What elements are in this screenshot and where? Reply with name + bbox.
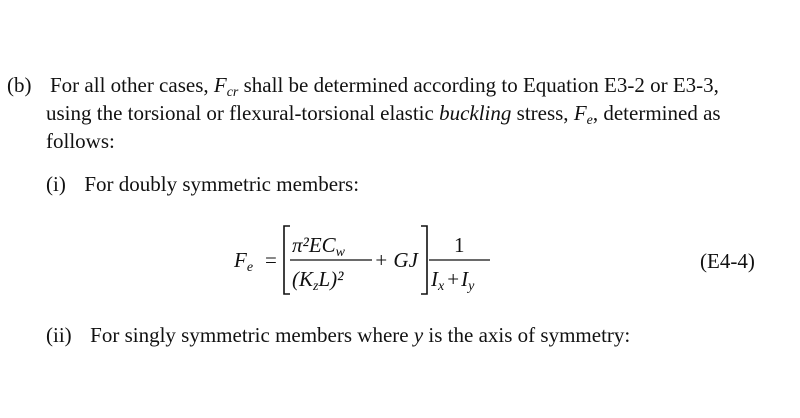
eq-plus-gj: + GJ <box>374 248 418 272</box>
symbol-y: y <box>413 323 424 347</box>
item-b-line3-text: follows: <box>46 129 115 153</box>
item-b-line-3 <box>46 128 115 154</box>
item-i-line <box>46 171 359 197</box>
item-b-line-1 <box>7 72 719 98</box>
item-b-line2-text-2: stress, <box>511 101 574 125</box>
eq-right-bracket <box>421 226 427 294</box>
item-ii-line <box>46 322 630 348</box>
item-i-text: For doubly symmetric members: <box>84 172 360 196</box>
eq-fraction-2-denominator: Ix +Iy <box>431 267 475 294</box>
buckling-emphasis: buckling <box>439 101 512 125</box>
symbol-f-e: $F_e$ <box>573 101 593 128</box>
item-b-line-2 <box>46 100 721 126</box>
symbol-f-cr: $F_{cr}$ <box>213 73 239 100</box>
item-b-line2-text-1: using the torsional or flexural-torsional elastic <box>46 101 440 125</box>
eq-fraction-2-numerator: 1 <box>454 233 465 257</box>
item-i-marker: (i) <box>46 172 66 196</box>
item-ii-text-2: is the axis of symmetry: <box>423 323 631 347</box>
item-b-line1-text-2: shall be determined according to Equation E3-2 or E3-3, <box>238 73 719 97</box>
item-b-line1-text-1: For all other cases, <box>50 73 214 97</box>
item-b-line2-text-3: , determined as <box>592 101 721 125</box>
item-ii-marker: (ii) <box>46 323 72 347</box>
eq-lhs: Fe <box>234 248 254 275</box>
eq-numerator: π²ECw <box>292 233 345 260</box>
item-b-marker: (b) <box>7 73 32 97</box>
eq-equals: = <box>265 248 277 272</box>
item-ii-text-1: For singly symmetric members where <box>90 323 414 347</box>
equation-number: (E4-4) <box>700 249 755 273</box>
eq-denominator: (KzL)² <box>292 267 344 294</box>
equation-e4-4 <box>228 222 528 298</box>
eq-left-bracket <box>284 226 290 294</box>
